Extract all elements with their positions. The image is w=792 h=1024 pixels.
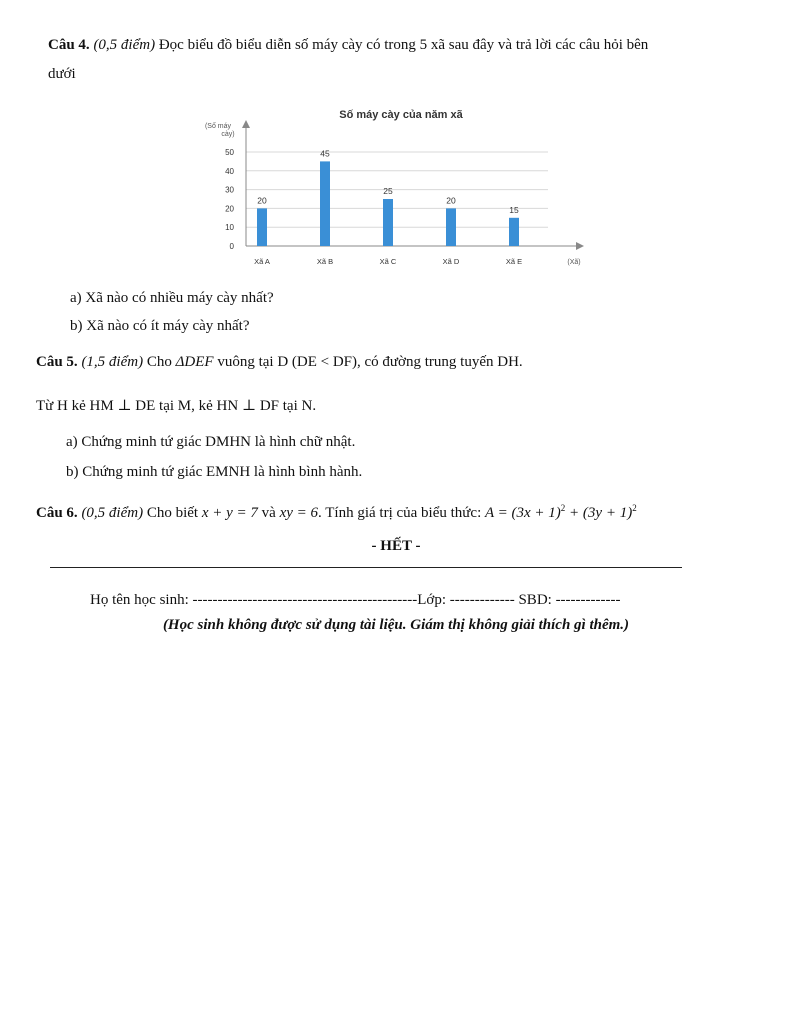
question-6-text-1: Cho biết (143, 505, 202, 521)
chart-bars (257, 161, 519, 246)
bar (446, 208, 456, 246)
question-6-line (36, 503, 637, 522)
chart-axes (242, 120, 584, 250)
divider-line (50, 567, 682, 568)
x-axis-arrow (576, 242, 584, 250)
y-axis-arrow (242, 120, 250, 128)
y-tick-label: 10 (225, 223, 234, 233)
bar-value-label: 25 (383, 186, 393, 196)
bar-chart (196, 104, 596, 272)
question-5-text-pre: Cho (143, 354, 176, 370)
exponent-1: 2 (560, 503, 566, 513)
category-label: Xã C (379, 257, 397, 266)
question-5-line-2: Từ H kẻ HM ⊥ DE tại M, kẻ HN ⊥ DF tại N. (36, 398, 317, 414)
y-tick-labels (225, 148, 234, 251)
question-5-label: Câu 5. (36, 354, 78, 370)
bar-value-label: 15 (509, 204, 519, 215)
question-4-line-1 (48, 37, 648, 54)
bar (509, 218, 519, 246)
question-4-part-b: b) Xã nào có ít máy cày nhất? (70, 318, 250, 334)
y-tick-label: 20 (225, 204, 234, 214)
question-4-label: Câu 4. (48, 37, 90, 53)
exponent-2: 2 (632, 503, 637, 513)
y-tick-label: 0 (229, 242, 234, 251)
bar (320, 161, 330, 246)
bar (383, 199, 393, 246)
equation-product: xy = 6 (279, 505, 319, 521)
footer-note: (Học sinh không được sử dụng tài liệu. Giám thị không giải thích gì thêm.) (162, 617, 630, 633)
question-4-line-2: dưới (48, 66, 76, 82)
category-label: Xã E (505, 257, 523, 266)
expression-part-b: + (3y + 1) (565, 505, 633, 521)
question-6-label: Câu 6. (36, 505, 78, 521)
bar-value-label: 20 (446, 195, 456, 206)
y-axis-label-line-1: (Số máy (204, 123, 232, 130)
question-5-part-b: b) Chứng minh tứ giác EMNH là hình bình hành. (66, 464, 363, 480)
y-tick-label: 30 (225, 185, 234, 195)
chart-grid (246, 152, 548, 227)
bar-value-label: 20 (257, 195, 267, 206)
question-4-part-a: a) Xã nào có nhiều máy cày nhất? (70, 290, 274, 306)
question-5-line-1 (36, 354, 523, 371)
category-label: Xã B (316, 257, 334, 266)
category-labels (254, 257, 522, 266)
question-5-part-a: a) Chứng minh tứ giác DMHN là hình chữ nhật. (66, 434, 356, 450)
bar-value-label: 45 (320, 148, 330, 159)
question-6-points: (0,5 điểm) (81, 505, 144, 521)
y-tick-label: 50 (225, 148, 234, 157)
question-5-points: (1,5 điểm) (81, 354, 144, 370)
question-5-text-post: vuông tại D (DE < DF), có đường trung tuyến DH. (213, 354, 523, 370)
question-6-text-2: và (257, 505, 280, 521)
y-axis-label-line-2: cày) (221, 131, 235, 138)
equation-sum: x + y = 7 (201, 505, 258, 521)
expression-part-a: A = (3x + 1) (485, 505, 561, 521)
category-label: Xã D (442, 257, 460, 266)
question-4-points: (0,5 điểm) (93, 37, 156, 53)
end-mark: - HẾT - (371, 538, 421, 554)
bar (257, 208, 267, 246)
y-tick-label: 40 (225, 166, 234, 176)
category-label: Xã A (254, 257, 270, 266)
chart-title: Số máy cày của năm xã (339, 109, 463, 121)
question-6-text-3: . Tính giá trị của biểu thức: (318, 505, 485, 521)
question-4-text: Đọc biểu đồ biểu diễn số máy cày có trong 5 xã sau đây và trả lời các câu hỏi bên (155, 37, 649, 53)
x-axis-label: (Xã) (567, 259, 581, 266)
student-info-line: Họ tên học sinh: ---------------------------------------------Lớp: ------------- SBD: ------------- (90, 592, 621, 608)
triangle-def: ΔDEF (175, 354, 214, 370)
